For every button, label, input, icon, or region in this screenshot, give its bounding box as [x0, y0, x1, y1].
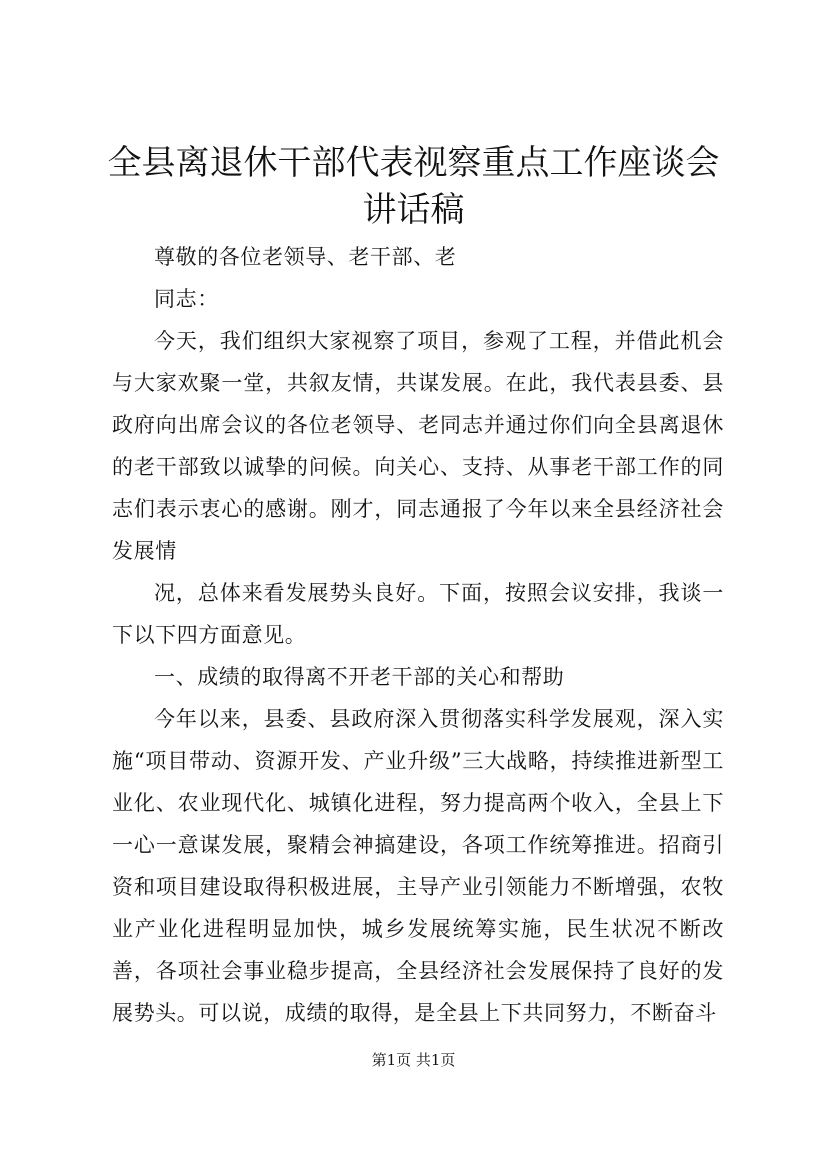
- body-paragraph: 今天，我们组织大家视察了项目，参观了工程，并借此机会与大家欢聚一堂，共叙友情，共谋发展。在此，我代表县委、县政府向出席会议的各位老领导、老同志并通过你们向全县离退休的老干部致以诚挚的问候。向关心、支持、从事老干部工作的同志们表示衷心的感谢。刚才，同志通报了今年以来全县经济社会发展情: [112, 329, 724, 563]
- document-body: [112, 236, 724, 1034]
- page-number-footer: 第1页 共1页: [371, 1051, 456, 1069]
- body-paragraph: 今年以来，县委、县政府深入贯彻落实科学发展观，深入实施“项目带动、资源开发、产业升级”三大战略，持续推进新型工业化、农业现代化、城镇化进程，努力提高两个收入，全县上下一心一意谋发展，聚精会神搞建设，各项工作统筹推进。招商引资和项目建设取得积极进展，主导产业引领能力不断增强，农牧业产业化进程明显加快，城乡发展统筹实施，民生状况不断改善，各项社会事业稳步提高，全县经济社会发展保持了良好的发展势头。可以说，成绩的取得，是全县上下共同努力，不断奋斗: [112, 707, 724, 1025]
- salutation-continuation: 同志：: [154, 287, 219, 311]
- document-title: 全县离退休干部代表视察重点工作座谈会讲话稿: [107, 143, 720, 230]
- salutation-line: 尊敬的各位老领导、老干部、老: [154, 245, 457, 269]
- body-paragraph: 况，总体来看发展势头良好。下面，按照会议安排，我谈一下以下四方面意见。: [112, 581, 724, 647]
- section-heading: 一、成绩的取得离不开老干部的关心和帮助: [154, 665, 565, 689]
